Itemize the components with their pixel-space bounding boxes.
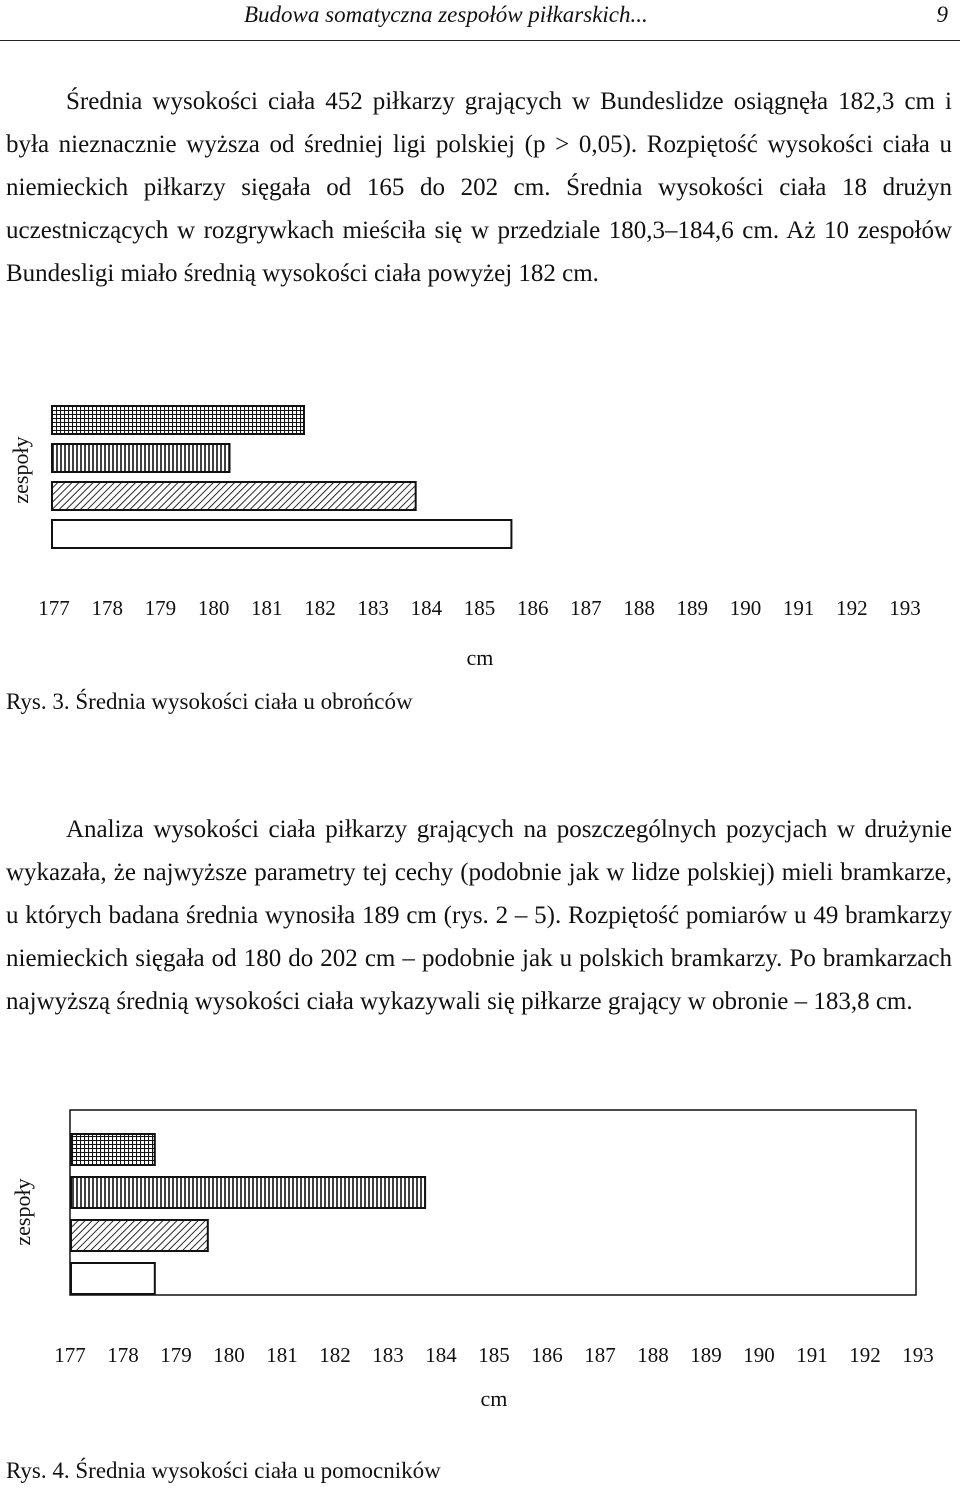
x-tick-label: 186 xyxy=(516,596,549,620)
x-tick-label: 184 xyxy=(410,596,443,620)
x-tick-label: 180 xyxy=(213,1343,245,1367)
x-axis-label: cm xyxy=(480,1386,508,1411)
x-tick-label: 185 xyxy=(478,1343,510,1367)
chart-midfielders-svg xyxy=(0,1100,960,1420)
x-tick-label: 182 xyxy=(304,596,336,620)
x-tick-label: 186 xyxy=(531,1343,563,1367)
x-tick-label: 190 xyxy=(729,596,762,620)
x-tick-label: 189 xyxy=(676,596,708,620)
x-tick-label: 177 xyxy=(54,1343,86,1367)
paragraph-2: Analiza wysokości ciała piłkarzy grających na poszczególnych pozycjach w drużynie wykazała, że najwyższe parametry tej cechy (podobnie jak w lidze polskiej) mieli bramkarze, u których badana średnia wynosiła 189 cm (rys. 2 – 5). Rozpiętość pomiarów u 49 bramkarzy niemieckich sięgała od 180 do 202 cm – podobnie jak u polskich bramkarzy. Po bramkarzach najwyższą średnią wysokości ciała wykazywali się piłkarze grający w obronie – 183,8 cm. xyxy=(6,816,952,1015)
x-tick-label: 183 xyxy=(372,1343,404,1367)
chart-defenders xyxy=(0,370,960,670)
x-tick-label: 181 xyxy=(251,596,283,620)
x-tick-label: 188 xyxy=(637,1343,669,1367)
x-tick-label: 178 xyxy=(91,596,123,620)
x-tick-label: 178 xyxy=(107,1343,139,1367)
bar-3 xyxy=(52,482,416,510)
x-tick-label: 181 xyxy=(266,1343,298,1367)
bar-4 xyxy=(52,520,511,548)
bar-1 xyxy=(52,406,304,434)
x-tick-label: 183 xyxy=(357,596,389,620)
x-tick-label: 187 xyxy=(584,1343,616,1367)
y-axis-label: zespoły xyxy=(8,436,33,504)
running-header-title: Budowa somatyczna zespołów piłkarskich... xyxy=(244,2,648,27)
x-tick-label: 179 xyxy=(160,1343,192,1367)
bar-2 xyxy=(71,1177,425,1208)
running-header xyxy=(0,0,960,41)
bar-1 xyxy=(71,1134,155,1165)
x-tick-label: 191 xyxy=(796,1343,828,1367)
bar-3 xyxy=(71,1220,208,1251)
x-tick-label: 190 xyxy=(743,1343,775,1367)
x-axis-label: cm xyxy=(466,645,494,670)
x-tick-label: 187 xyxy=(570,596,602,620)
paragraph-1: Średnia wysokości ciała 452 piłkarzy grających w Bundeslidze osiągnęła 182,3 cm i była nieznacznie wyższa od średniej ligi polskiej (p > 0,05). Rozpiętość wysokości ciała u niemieckich piłkarzy sięgała od 165 do 202 cm. Średnia wysokości ciała 18 drużyn uczestniczących w rozgrywkach mieściła się w przedziale 180,3–184,6 cm. Aż 10 zespołów Bundesligi miało średnią wysokości ciała powyżej 182 cm. xyxy=(6,88,952,287)
x-tick-label: 189 xyxy=(690,1343,722,1367)
x-tick-label: 192 xyxy=(836,596,868,620)
chart-caption-defenders: Rys. 3. Średnia wysokości ciała u obrońców xyxy=(6,689,413,714)
x-tick-label: 191 xyxy=(782,596,815,620)
bar-2 xyxy=(52,444,230,472)
x-tick-label: 193 xyxy=(889,596,921,620)
chart-caption-midfielders: Rys. 4. Średnia wysokości ciała u pomocników xyxy=(6,1458,441,1483)
chart-defenders-svg xyxy=(0,370,960,670)
x-tick-label: 184 xyxy=(425,1343,457,1367)
x-tick-label: 188 xyxy=(623,596,655,620)
bar-4 xyxy=(71,1263,155,1294)
x-tick-label: 193 xyxy=(902,1343,934,1367)
page-number: 9 xyxy=(936,2,948,27)
x-tick-label: 182 xyxy=(319,1343,351,1367)
chart-midfielders xyxy=(0,1100,960,1420)
x-tick-label: 192 xyxy=(849,1343,881,1367)
x-tick-label: 180 xyxy=(197,596,230,620)
x-tick-label: 185 xyxy=(463,596,496,620)
x-tick-label: 177 xyxy=(38,596,70,620)
y-axis-label: zespoły xyxy=(10,1178,35,1246)
x-tick-label: 179 xyxy=(144,596,177,620)
